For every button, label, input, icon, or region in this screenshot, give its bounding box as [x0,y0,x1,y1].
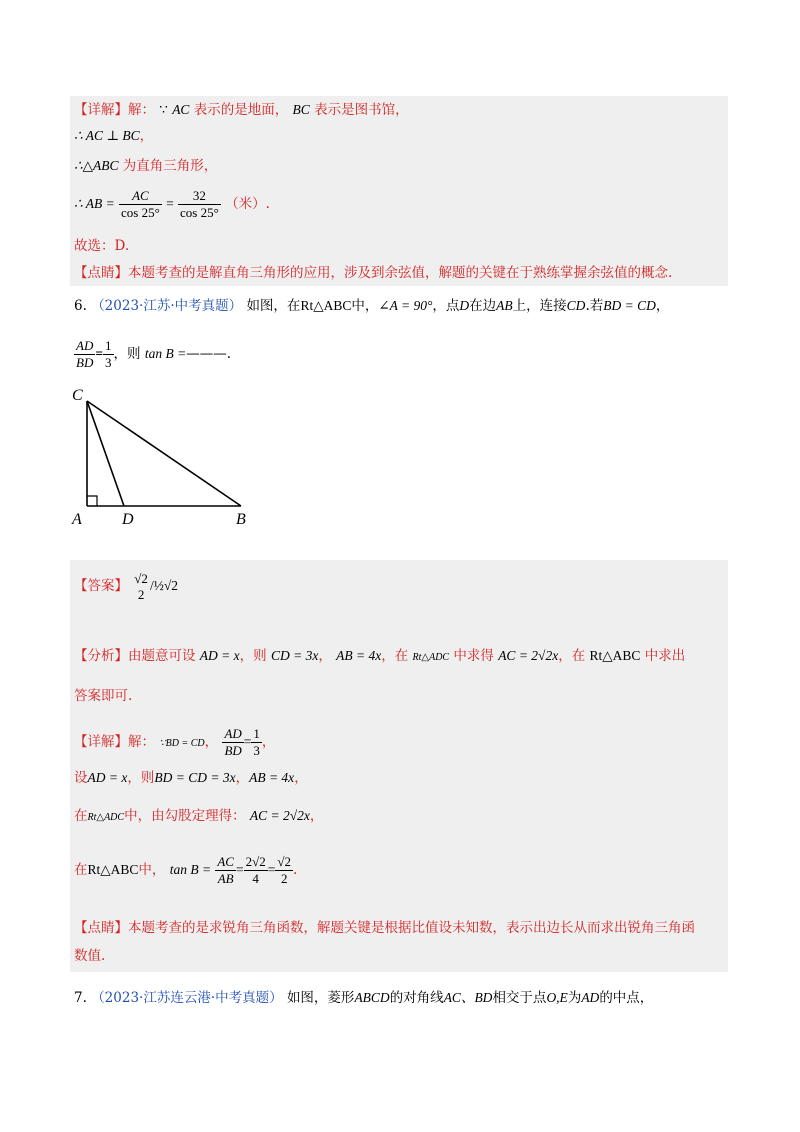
right-triangle-text: 为直角三角形， [122,158,218,174]
tan-frac-1: $\frac{AC}{AB}$ [217,854,234,886]
triangle-statement: ∴△ABC [74,158,119,173]
question-7-line: 7. （2023·江苏连云港·中考真题） 如图，菱形ABCD的对角线AC、BD相交于点O,E为AD的中点， [74,990,654,1006]
triangle-figure [66,386,266,531]
answer-line: 【答案】 √2 2 /½√2 [74,570,178,602]
ac-label: AC [172,102,190,117]
solution-panel [70,560,728,972]
side-cb [87,401,241,506]
angle-a: ∠A = 90° [378,298,433,313]
label-a: A [72,511,82,528]
choice-line: 故选：D. [74,238,130,254]
detail-line3: 在Rt△ADC中，由勾股定理得： AC = 2√2x， [74,808,324,824]
prev-detail-line [74,100,409,120]
label-c: C [72,387,83,404]
comment-label-2: 【点睛】 [74,920,128,936]
comment-text: 本题考查的是解直角三角形的应用，涉及到余弦值，解题的关键在于熟练掌握余弦值的概念. [128,265,673,281]
segment-cd [87,401,124,506]
answer-fraction: √2 2 [134,570,148,602]
ratio-ad-bd: $\frac{AD}{BD}$ [76,338,94,370]
analysis-line2: 答案即可. [74,688,133,704]
bc-meaning: 表示是图书馆， [314,102,409,118]
comment-label: 【点睛】 [74,265,128,281]
label-b: B [236,511,246,528]
tan-frac-2: $\frac{2√2}{4}$ [245,854,266,886]
detail-ratio: $\frac{AD}{BD}$ [224,726,242,758]
ratio-one-third: $\frac{1}{3}$ [105,338,112,370]
unit-text: （米）. [225,196,270,212]
perp-statement: ∴ AC ⊥ BC [74,128,140,143]
bd-eq-cd: BD = CD [603,298,656,313]
analysis-label: 【分析】 [74,648,128,664]
answer-alt: ½√2 [153,578,178,593]
bc-label: BC [292,102,310,117]
question-number: 6. [74,298,87,314]
right-angle-mark [87,496,97,506]
ac-meaning: 表示的是地面， [193,102,289,118]
comment-line2: 数值. [74,948,106,964]
question-6-line2: $\frac{AD}{BD}$ = $\frac{1}{3}$ ，则 tan B =———. [76,338,231,370]
ab-equation-line: ∴ AB = $\frac{AC}{\cos 25^\circ}$ = $\frac{32}{\cos 25^\circ}$ （米）. [74,188,270,220]
detail-line4: 在Rt△ABC中， tan B = $\frac{AC}{AB}$ = $\frac{2√2}{4}$ = $\frac{√2}{2}$ . [74,854,298,886]
detail-label-2: 【详解】 [74,734,128,750]
analysis-line1: 【分析】由题意可设 AD = x，则 CD = 3x， AB = 4x，在 Rt△ADC 中求得 AC = 2√2x，在 Rt△ABC 中求出 [74,648,686,664]
ab-lhs: ∴ AB = [74,196,115,211]
prev-comment-line [74,263,672,283]
detail-lead: 解： [128,102,155,118]
fraction-ac-cos: $\frac{AC}{\cos 25^\circ}$ [121,188,160,220]
question-6-line1: 6. （2023·江苏·中考真题） 如图，在Rt△ABC中，∠A = 90°，点D在边AB上，连接CD.若BD = CD， [74,298,670,314]
fraction-32-cos: $\frac{32}{\cos 25^\circ}$ [180,188,219,220]
perp-line: ∴ AC ⊥ BC， [74,128,154,144]
question-7-number: 7. [74,990,87,1006]
because-symbol: ∵ [159,102,168,117]
label-d: D [122,511,134,528]
answer-blank: ——— [186,346,227,362]
question-source: （2023·江苏·中考真题） [91,298,243,314]
detail-line2: 设AD = x，则BD = CD = 3x，AB = 4x， [74,770,308,786]
triangle-line [74,156,217,176]
question-7-source: （2023·江苏连云港·中考真题） [91,990,283,1006]
tan-b-ask: tan B = [144,346,187,361]
detail-label: 【详解】 [74,102,128,118]
tan-frac-3: $\frac{√2}{2}$ [277,854,292,886]
detail-one-third: $\frac{1}{3}$ [253,726,260,758]
rt-triangle: Rt△ABC [300,298,352,313]
comment-line1: 【点睛】本题考查的是求锐角三角函数，解题关键是根据比值设未知数，表示出边长从而求出锐角三角函 [74,920,695,936]
detail-line1: 【详解】解： ∵BD = CD， $\frac{AD}{BD}$ = $\frac{1}{3}$ ， [74,726,276,758]
answer-label: 【答案】 [74,578,128,594]
